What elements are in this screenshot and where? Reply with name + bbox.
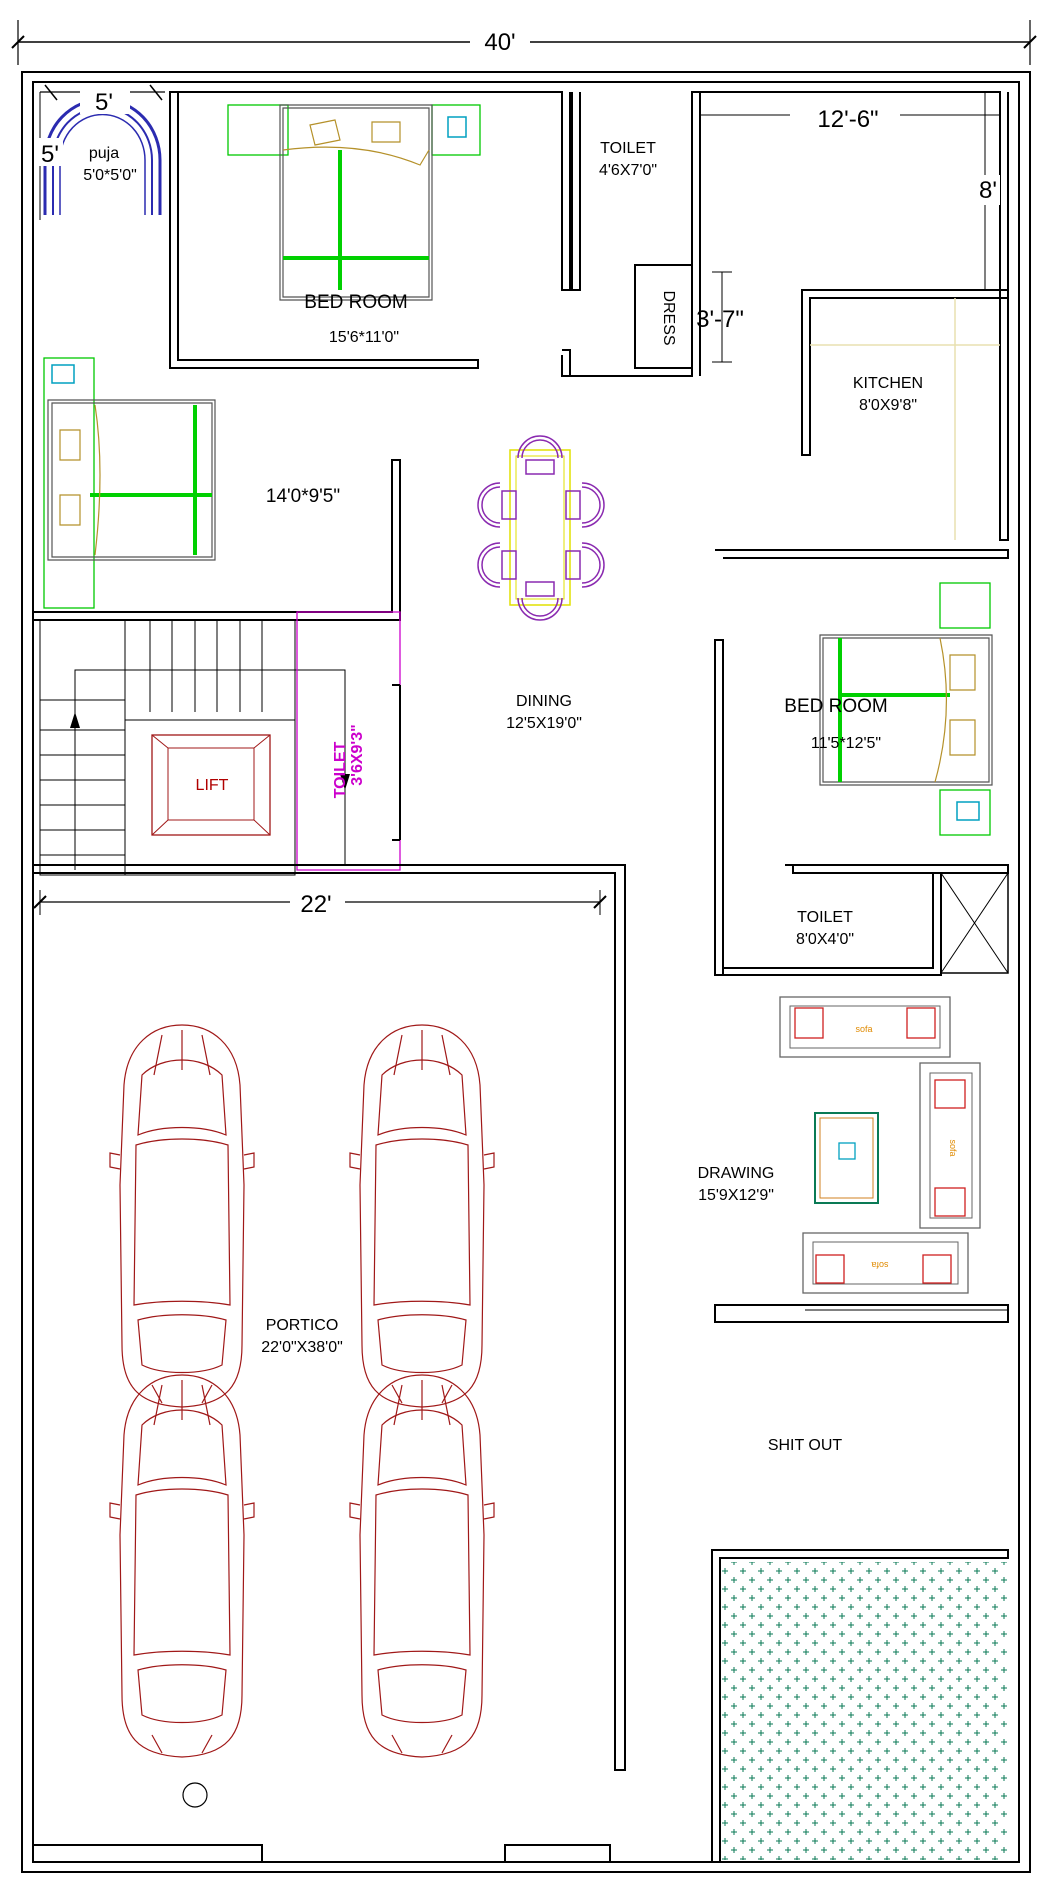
toilet-3-name: TOILET bbox=[797, 909, 853, 926]
toilet-3 bbox=[723, 873, 1008, 975]
portico-size: 22'0"X38'0" bbox=[261, 1339, 343, 1356]
lift-name: LIFT bbox=[195, 777, 229, 794]
sitout bbox=[712, 1305, 1008, 1862]
bedroom-3-name: BED ROOM bbox=[784, 696, 888, 717]
toilet-2 bbox=[297, 612, 400, 870]
car-2 bbox=[350, 1025, 494, 1407]
toilet-1 bbox=[572, 92, 744, 368]
bedroom-3-size: 11'5*12'5" bbox=[810, 735, 882, 752]
bedroom-2-size: 14'0*9'5" bbox=[265, 486, 341, 507]
sofa-label-right: sofa bbox=[948, 1139, 958, 1157]
puja-width-label: 5' bbox=[95, 89, 113, 116]
sofa-label-bottom: sofa bbox=[871, 1260, 889, 1270]
sofa-label-top: sofa bbox=[855, 1024, 873, 1034]
portico bbox=[33, 865, 625, 1862]
drawing-size: 15'9X12'9" bbox=[698, 1187, 774, 1204]
puja-size: 5'0*5'0" bbox=[83, 167, 137, 184]
bedroom-2 bbox=[33, 358, 400, 620]
kitchen-name: KITCHEN bbox=[852, 375, 924, 392]
toilet-2-size: 3'6X9'3" bbox=[349, 724, 366, 786]
bedroom-1-size: 15'6*11'0" bbox=[328, 329, 400, 346]
bedroom-1-name: BED ROOM bbox=[304, 292, 408, 313]
toilet-1-name: TOILET bbox=[600, 140, 656, 157]
toilet-3-size: 8'0X4'0" bbox=[795, 931, 855, 948]
drawing-name: DRAWING bbox=[697, 1165, 775, 1182]
toilet-1-size: 4'6X7'0" bbox=[598, 162, 658, 179]
kitchen-depth-label: 8' bbox=[979, 177, 997, 204]
bedroom-1 bbox=[170, 92, 700, 376]
lawn-area bbox=[722, 1562, 1008, 1860]
lift bbox=[152, 735, 270, 835]
kitchen-size: 8'0X9'8" bbox=[858, 397, 918, 414]
car-4 bbox=[350, 1375, 494, 1757]
dining-size: 12'5X19'0" bbox=[506, 715, 582, 732]
puja-depth-label: 5' bbox=[41, 141, 59, 168]
dining bbox=[478, 436, 604, 732]
kitchen-width-label: 12'-6" bbox=[817, 106, 879, 133]
overall-dimension bbox=[12, 20, 1036, 65]
bedroom-3 bbox=[715, 550, 1008, 975]
toilet-2-name: TOILET bbox=[332, 741, 349, 799]
overall-width-label: 40' bbox=[484, 29, 516, 56]
kitchen bbox=[700, 92, 1008, 540]
dress-name: DRESS bbox=[660, 290, 677, 346]
puja-name: puja bbox=[88, 145, 120, 162]
portico-width-label: 22' bbox=[300, 891, 332, 918]
dining-name: DINING bbox=[516, 693, 572, 710]
puja-room bbox=[35, 85, 165, 220]
portico-name: PORTICO bbox=[265, 1317, 339, 1334]
sitout-name: SHIT OUT bbox=[767, 1437, 843, 1454]
dress-depth-label: 3'-7" bbox=[696, 306, 744, 333]
drawing-room bbox=[698, 997, 980, 1293]
car-1 bbox=[110, 1025, 254, 1407]
car-3 bbox=[110, 1375, 254, 1757]
